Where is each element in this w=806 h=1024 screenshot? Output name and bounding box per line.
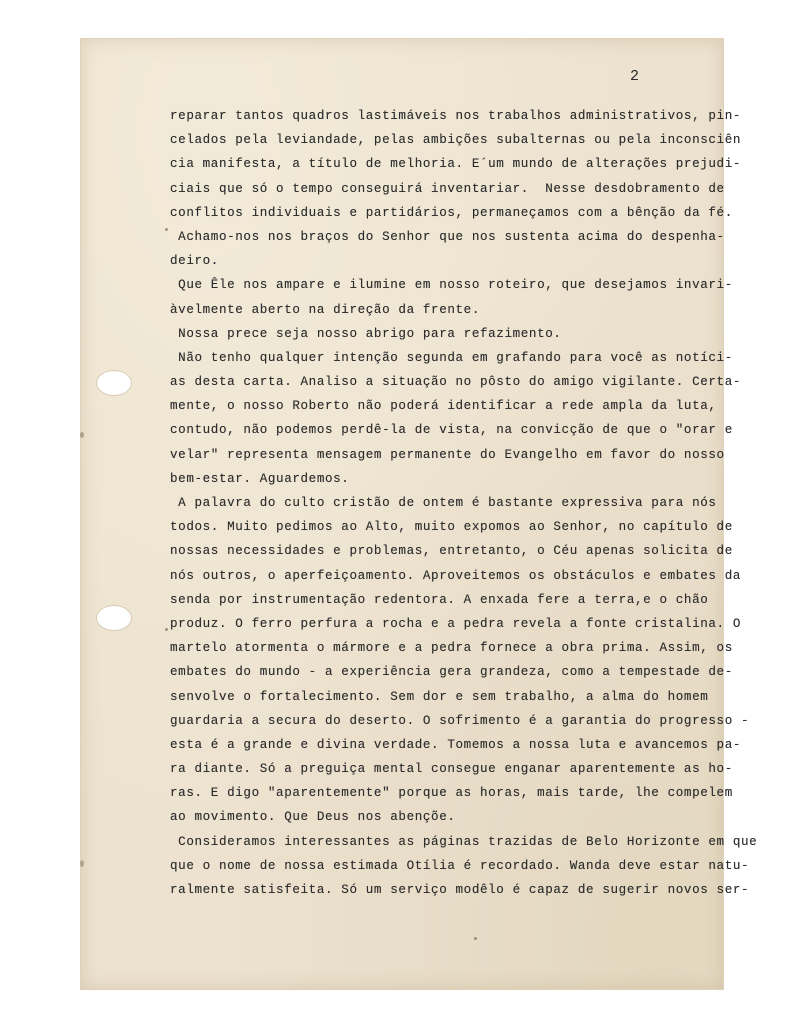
text-line: esta é a grande e divina verdade. Tomemos a nossa luta e avancemos pa- bbox=[170, 737, 742, 752]
text-line: ao movimento. Que Deus nos abençõe. bbox=[170, 810, 456, 825]
text-line: as desta carta. Analiso a situação no pôsto do amigo vigilante. Certa- bbox=[170, 375, 742, 390]
text-line: senvolve o fortalecimento. Sem dor e sem trabalho, a alma do homem bbox=[170, 689, 709, 704]
text-line: nossas necessidades e problemas, entretanto, o Céu apenas solicita de bbox=[170, 544, 733, 559]
text-line: A palavra do culto cristão de ontem é bastante expressiva para nós bbox=[170, 496, 717, 510]
punch-hole-top bbox=[96, 370, 132, 396]
text-line: Não tenho qualquer intenção segunda em grafando para você as notíci- bbox=[170, 350, 733, 365]
text-line: todos. Muito pedimos ao Alto, muito expomos ao Senhor, no capítulo de bbox=[170, 520, 733, 535]
typed-text-block bbox=[170, 104, 758, 902]
text-line: celados pela leviandade, pelas ambições subalternas ou pela inconsciên bbox=[170, 133, 742, 148]
paper-speck bbox=[165, 228, 168, 231]
text-line: que o nome de nossa estimada Otília é recordado. Wanda deve estar natu- bbox=[170, 858, 750, 873]
text-line: ciais que só o tempo conseguirá inventariar. Nesse desdobramento de bbox=[170, 181, 725, 196]
text-line: senda por instrumentação redentora. A enxada fere a terra,e o chão bbox=[170, 592, 709, 607]
paper-speck bbox=[80, 860, 84, 867]
text-line: deiro. bbox=[170, 254, 219, 269]
punch-hole-bottom bbox=[96, 605, 132, 631]
paper-speck bbox=[474, 937, 477, 940]
page-number: 2 bbox=[630, 68, 640, 85]
text-line: ralmente satisfeita. Só um serviço modêlo é capaz de sugerir novos ser- bbox=[170, 883, 750, 897]
paper-speck bbox=[165, 628, 168, 631]
text-line: Que Êle nos ampare e ilumine em nosso roteiro, que desejamos invari- bbox=[170, 278, 733, 293]
text-line: martelo atormenta o mármore e a pedra fornece a obra prima. Assim, os bbox=[170, 641, 733, 656]
text-line: guardaria a secura do deserto. O sofrimento é a garantia do progresso - bbox=[170, 713, 750, 728]
text-line: bem-estar. Aguardemos. bbox=[170, 471, 350, 486]
text-line: conflitos individuais e partidários, permaneçamos com a bênção da fé. bbox=[170, 205, 733, 220]
text-line: nós outros, o aperfeiçoamento. Aproveitemos os obstáculos e embates da bbox=[170, 568, 742, 583]
text-line: contudo, não podemos perdê-la de vista, na convicção de que o "orar e bbox=[170, 423, 733, 438]
text-line: àvelmente aberto na direção da frente. bbox=[170, 302, 480, 317]
text-line: produz. O ferro perfura a rocha e a pedra revela a fonte cristalina. O bbox=[170, 616, 742, 631]
text-line: reparar tantos quadros lastimáveis nos trabalhos administrativos, pin- bbox=[170, 109, 742, 123]
text-line: Consideramos interessantes as páginas trazidas de Belo Horizonte em que bbox=[170, 834, 758, 849]
text-line: embates do mundo - a experiência gera grandeza, como a tempestade de- bbox=[170, 665, 733, 680]
text-line: velar" representa mensagem permanente do Evangelho em favor do nosso bbox=[170, 447, 725, 462]
text-line: Nossa prece seja nosso abrigo para refazimento. bbox=[170, 326, 562, 341]
text-line: ras. E digo "aparentemente" porque as horas, mais tarde, lhe compelem bbox=[170, 786, 733, 801]
text-line: Achamo-nos nos braços do Senhor que nos sustenta acima do despenha- bbox=[170, 229, 725, 244]
paper-speck bbox=[80, 432, 84, 438]
text-line: ra diante. Só a preguiça mental consegue enganar aparentemente as ho- bbox=[170, 762, 733, 777]
text-line: mente, o nosso Roberto não poderá identificar a rede ampla da luta, bbox=[170, 399, 717, 414]
text-line: cia manifesta, a título de melhoria. E´um mundo de alterações prejudi- bbox=[170, 157, 742, 172]
